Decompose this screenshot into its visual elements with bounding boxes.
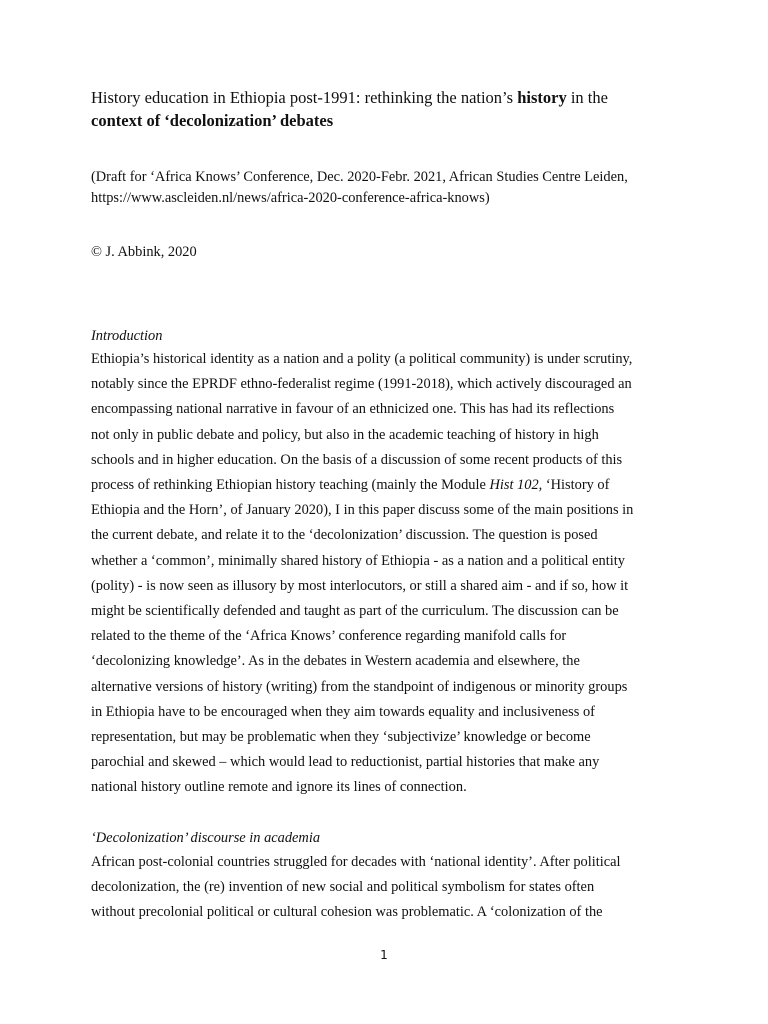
intro-line-module — [91, 473, 691, 498]
decolonization-line: without precolonial political or cultural cohesion was problematic. A ‘colonization of the — [91, 904, 603, 921]
intro-line: might be scientifically defended and taught as part of the curriculum. The discussion can be — [91, 603, 619, 620]
intro-line-6-post: ‘History of — [542, 477, 610, 494]
draft-line-2: https://www.ascleiden.nl/news/africa-2020-conference-africa-knows) — [91, 190, 490, 206]
title-text-1: History education in Ethiopia post-1991: rethinking the nation’s — [91, 88, 518, 107]
module-name-italic: Hist 102, — [489, 477, 543, 494]
intro-line: ‘decolonizing knowledge’. As in the debates in Western academia and elsewhere, the — [91, 653, 580, 670]
decolonization-paragraph — [91, 850, 691, 926]
intro-line: related to the theme of the ‘Africa Knows’ conference regarding manifold calls for — [91, 628, 567, 645]
copyright-notice: © J. Abbink, 2020 — [91, 244, 197, 260]
draft-note — [91, 167, 691, 209]
intro-line: national history outline remote and ignore its lines of connection. — [91, 779, 467, 796]
draft-line-1: (Draft for ‘Africa Knows’ Conference, Dec. 2020-Febr. 2021, African Studies Centre Leiden, — [91, 169, 628, 185]
introduction-paragraph — [91, 347, 691, 801]
intro-line: encompassing national narrative in favour of an ethnicized one. This has had its reflections — [91, 401, 615, 418]
intro-line: representation, but may be problematic when they ‘subjectivize’ knowledge or become — [91, 729, 591, 746]
intro-line: schools and in higher education. On the basis of a discussion of some recent products of this — [91, 451, 623, 468]
introduction-heading: Introduction — [91, 328, 163, 344]
intro-line: (polity) - is now seen as illusory by most interlocutors, or still a shared aim - and if so, how it — [91, 577, 629, 594]
intro-line-6-pre: process of rethinking Ethiopian history teaching (mainly the Module — [91, 477, 490, 494]
title-bold-history: history — [517, 88, 567, 107]
intro-line: Ethiopia’s historical identity as a nation and a polity (a political community) is under scrutiny, — [91, 351, 633, 367]
intro-line: not only in public debate and policy, but also in the academic teaching of history in high — [91, 426, 599, 443]
page-number: 1 — [380, 948, 388, 962]
title-text-2: in the — [566, 88, 608, 107]
intro-line: the current debate, and relate it to the ‘decolonization’ discussion. The question is posed — [91, 527, 598, 544]
title-bold-context: context of ‘decolonization’ debates — [91, 111, 334, 130]
intro-line: alternative versions of history (writing) from the standpoint of indigenous or minority groups — [91, 678, 628, 695]
intro-line: notably since the EPRDF ethno-federalist regime (1991-2018), which actively discouraged an — [91, 376, 632, 393]
intro-line: whether a ‘common’, minimally shared history of Ethiopia - as a nation and a political entity — [91, 552, 625, 569]
intro-line: parochial and skewed – which would lead to reductionist, partial histories that make any — [91, 754, 600, 771]
decolonization-line: African post-colonial countries struggled for decades with ‘national identity’. After political — [91, 854, 621, 870]
intro-line: Ethiopia and the Horn’, of January 2020), I in this paper discuss some of the main positions in — [91, 502, 634, 519]
intro-line: in Ethiopia have to be encouraged when they aim towards equality and inclusiveness of — [91, 703, 595, 720]
decolonization-line: decolonization, the (re) invention of new social and political symbolism for states often — [91, 879, 595, 896]
document-title — [91, 86, 691, 132]
decolonization-heading: ‘Decolonization’ discourse in academia — [91, 830, 321, 846]
